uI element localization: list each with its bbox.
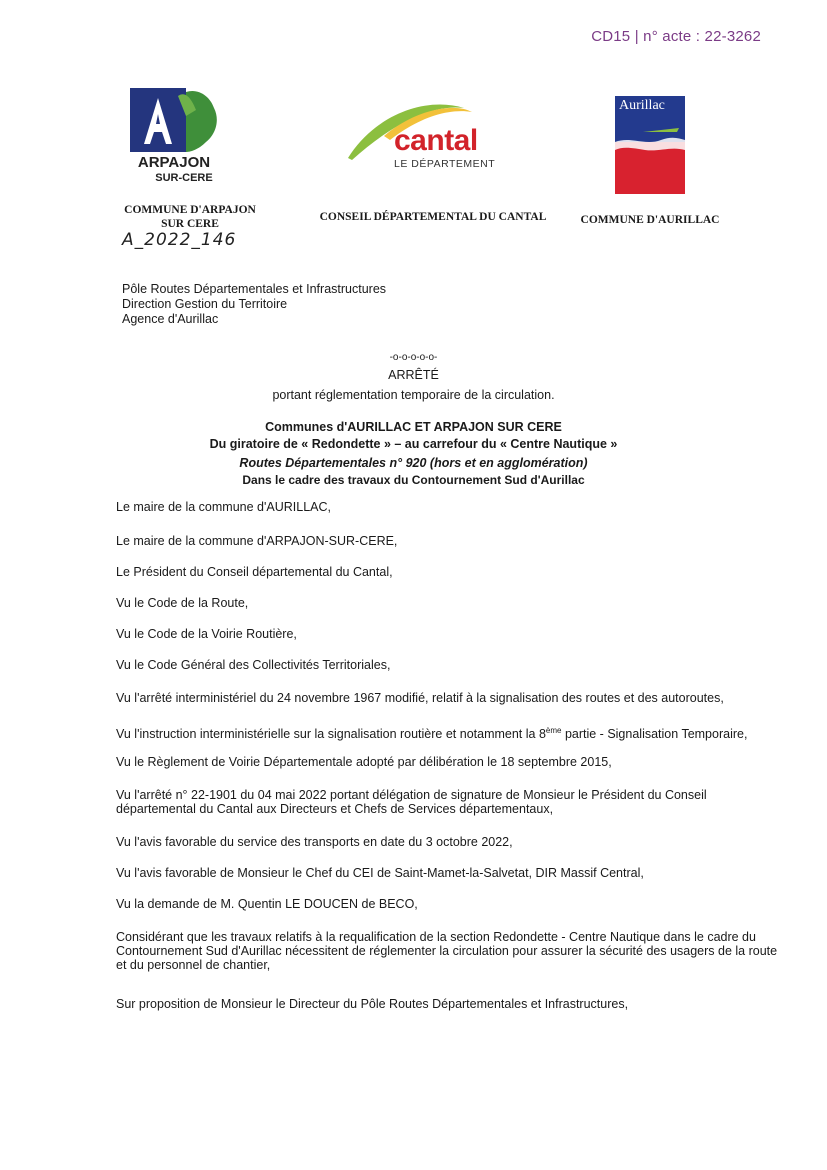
arpajon-logo-shape [126, 86, 222, 156]
paragraph-code-voirie: Vu le Code de la Voirie Routière, [116, 627, 297, 641]
cantal-logo-name: cantal [394, 124, 478, 157]
arpajon-logo [126, 86, 222, 190]
delegation-line1: Vu l'arrêté n° 22-1901 du 04 mai 2022 portant délégation de signature de Monsieur le Président du Conseil [116, 788, 707, 802]
paragraph-maire-arpajon: Le maire de la commune d'ARPAJON-SUR-CERE, [116, 534, 398, 548]
delegation-line2: départemental du Cantal aux Directeurs et Chefs de Services départementaux, [116, 802, 554, 816]
paragraph-delegation [116, 788, 816, 816]
paragraph-proposition: Sur proposition de Monsieur le Directeur du Pôle Routes Départementales et Infrastructures, [116, 997, 629, 1011]
paragraph-code-collectivites: Vu le Code Général des Collectivités Territoriales, [116, 658, 391, 672]
cantal-logo-sub: LE DÉPARTEMENT [394, 158, 496, 170]
paragraph-avis-transports: Vu l'avis favorable du service des transports en date du 3 octobre 2022, [116, 835, 513, 849]
arpajon-caption-line2: SUR CERE [161, 218, 219, 230]
considerant-line3: et du personnel de chantier, [116, 958, 271, 972]
paragraph-demande: Vu la demande de M. Quentin LE DOUCEN de BECO, [116, 897, 418, 911]
paragraph-considerant [116, 930, 816, 972]
instruction-superscript: ème [545, 726, 562, 735]
considerant-line1: Considérant que les travaux relatifs à la requalification de la section Redondette - Centre Nautique dans le cadre du [116, 930, 756, 944]
paragraph-reglement: Vu le Règlement de Voirie Départementale adopté par délibération le 18 septembre 2015, [116, 755, 612, 769]
paragraph-president: Le Président du Conseil départemental du Cantal, [116, 565, 393, 579]
cantal-logo [344, 96, 504, 176]
arpajon-caption [110, 203, 270, 231]
aurillac-logo [615, 96, 685, 194]
paragraph-code-route: Vu le Code de la Route, [116, 596, 249, 610]
arpajon-caption-line1: COMMUNE D'ARPAJON [124, 204, 256, 216]
cantal-caption: CONSEIL DÉPARTEMENTAL DU CANTAL [319, 211, 547, 223]
instruction-text-b: partie - Signalisation Temporaire, [561, 727, 748, 742]
paragraph-maire-aurillac: Le maire de la commune d'AURILLAC, [116, 500, 331, 514]
service-line3: Agence d'Aurillac [122, 312, 219, 326]
title-separator: -o-o-o-o-o- [389, 352, 438, 363]
arpajon-logo-sub: SUR-CERE [155, 172, 213, 184]
paragraph-arrete-1967: Vu l'arrêté interministériel du 24 novembre 1967 modifié, relatif à la signalisation des routes et des autoroutes, [116, 691, 724, 705]
title-arrete: ARRÊTÉ [388, 368, 439, 382]
acte-reference: CD15 | n° acte : 22-3262 [591, 28, 761, 45]
paragraph-instruction [116, 724, 816, 741]
considerant-line2: Contournement Sud d'Aurillac nécessitent de réglementer la circulation pour assurer la sécurité des usagers de la route [116, 944, 778, 958]
instruction-text-a: Vu l'instruction interministérielle sur la signalisation routière et notamment la 8 [116, 727, 546, 742]
title-context: Dans le cadre des travaux du Contournement Sud d'Aurillac [242, 473, 585, 487]
arpajon-logo-name: ARPAJON [137, 154, 211, 171]
paragraph-avis-cei: Vu l'avis favorable de Monsieur le Chef du CEI de Saint-Mamet-la-Salvetat, DIR Massif Central, [116, 866, 644, 880]
title-section: Du giratoire de « Redondette » – au carrefour du « Centre Nautique » [209, 437, 618, 451]
title-communes: Communes d'AURILLAC ET ARPAJON SUR CERE [265, 420, 562, 434]
aurillac-logo-name: Aurillac [619, 98, 665, 113]
aurillac-caption: COMMUNE D'AURILLAC [580, 214, 720, 226]
service-line1: Pôle Routes Départementales et Infrastructures [122, 282, 387, 296]
handwritten-reference: A_2022_146 [122, 230, 237, 250]
service-line2: Direction Gestion du Territoire [122, 297, 288, 311]
service-block [122, 282, 386, 327]
title-routes: Routes Départementales n° 920 (hors et en agglomération) [239, 456, 588, 470]
title-subtitle: portant réglementation temporaire de la circulation. [272, 388, 555, 402]
